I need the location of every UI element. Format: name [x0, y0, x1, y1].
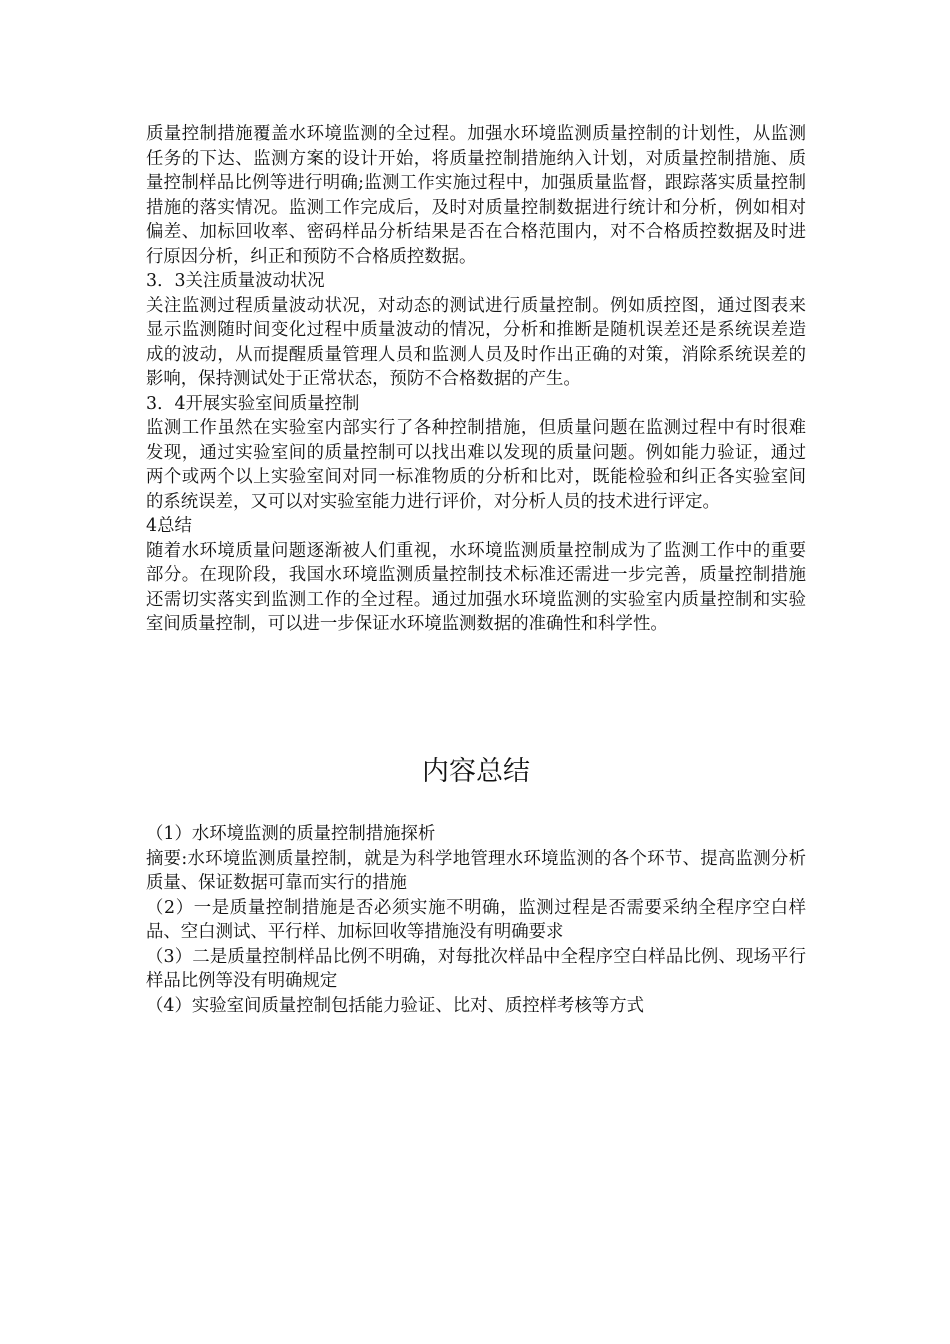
summary-item-3: （3）二是质量控制样品比例不明确，对每批次样品中全程序空白样品比例、现场平行样品比例等没有明确规定: [146, 946, 806, 991]
summary-item-1-abstract: 摘要:水环境监测质量控制，就是为科学地管理水环境监测的各个环节、提高监测分析质量、保证数据可靠而实行的措施: [146, 848, 806, 893]
paragraph-conclusion: 随着水环境质量问题逐渐被人们重视，水环境监测质量控制成为了监测工作中的重要部分。在现阶段，我国水环境监测质量控制技术标准还需进一步完善，质量控制措施还需切实落实到监测工作的全过程。通过加强水环境监测的实验室内质量控制和实验室间质量控制，可以进一步保证水环境监测数据的准确性和科学性。: [146, 540, 806, 634]
paragraph-quality-fluctuation: 关注监测过程质量波动状况，对动态的测试进行质量控制。例如质控图，通过图表来显示监测随时间变化过程中质量波动的情况，分析和推断是随机误差还是系统误差造成的波动，从而提醒质量管理人员和监测人员及时作出正确的对策，消除系统误差的影响，保持测试处于正常状态，预防不合格数据的产生。: [146, 295, 806, 389]
summary-item-1: （1）水环境监测的质量控制措施探析: [146, 824, 436, 844]
section-heading-3-4: 3．4开展实验室间质量控制: [146, 393, 360, 414]
summary-item-4: （4）实验室间质量控制包括能力验证、比对、质控样考核等方式: [146, 995, 645, 1016]
summary-item-2: （2）一是质量控制措施是否必须实施不明确，监测过程是否需要采纳全程序空白样品、空白测试、平行样、加标回收等措施没有明确要求: [146, 897, 806, 942]
section-heading-3-3: 3．3关注质量波动状况: [146, 271, 325, 291]
summary-title: 内容总结: [422, 756, 530, 787]
document-body: [146, 122, 806, 637]
section-heading-4: 4总结: [146, 516, 192, 536]
paragraph-quality-control-coverage: 质量控制措施覆盖水环境监测的全过程。加强水环境监测质量控制的计划性，从监测任务的下达、监测方案的设计开始，将质量控制措施纳入计划，对质量控制措施、质量控制样品比例等进行明确;监测工作实施过程中，加强质量监督，跟踪落实质量控制措施的落实情况。监测工作完成后，及时对质量控制数据进行统计和分析，例如相对偏差、加标回收率、密码样品分析结果是否在合格范围内，对不合格质控数据及时进行原因分析，纠正和预防不合格质控数据。: [146, 124, 806, 267]
summary-section: [146, 822, 806, 1018]
paragraph-interlab-control: 监测工作虽然在实验室内部实行了各种控制措施，但质量问题在监测过程中有时很难发现，通过实验室间的质量控制可以找出难以发现的质量问题。例如能力验证，通过两个或两个以上实验室间对同一标准物质的分析和比对，既能检验和纠正各实验室间的系统误差，又可以对实验室能力进行评价，对分析人员的技术进行评定。: [146, 418, 806, 512]
